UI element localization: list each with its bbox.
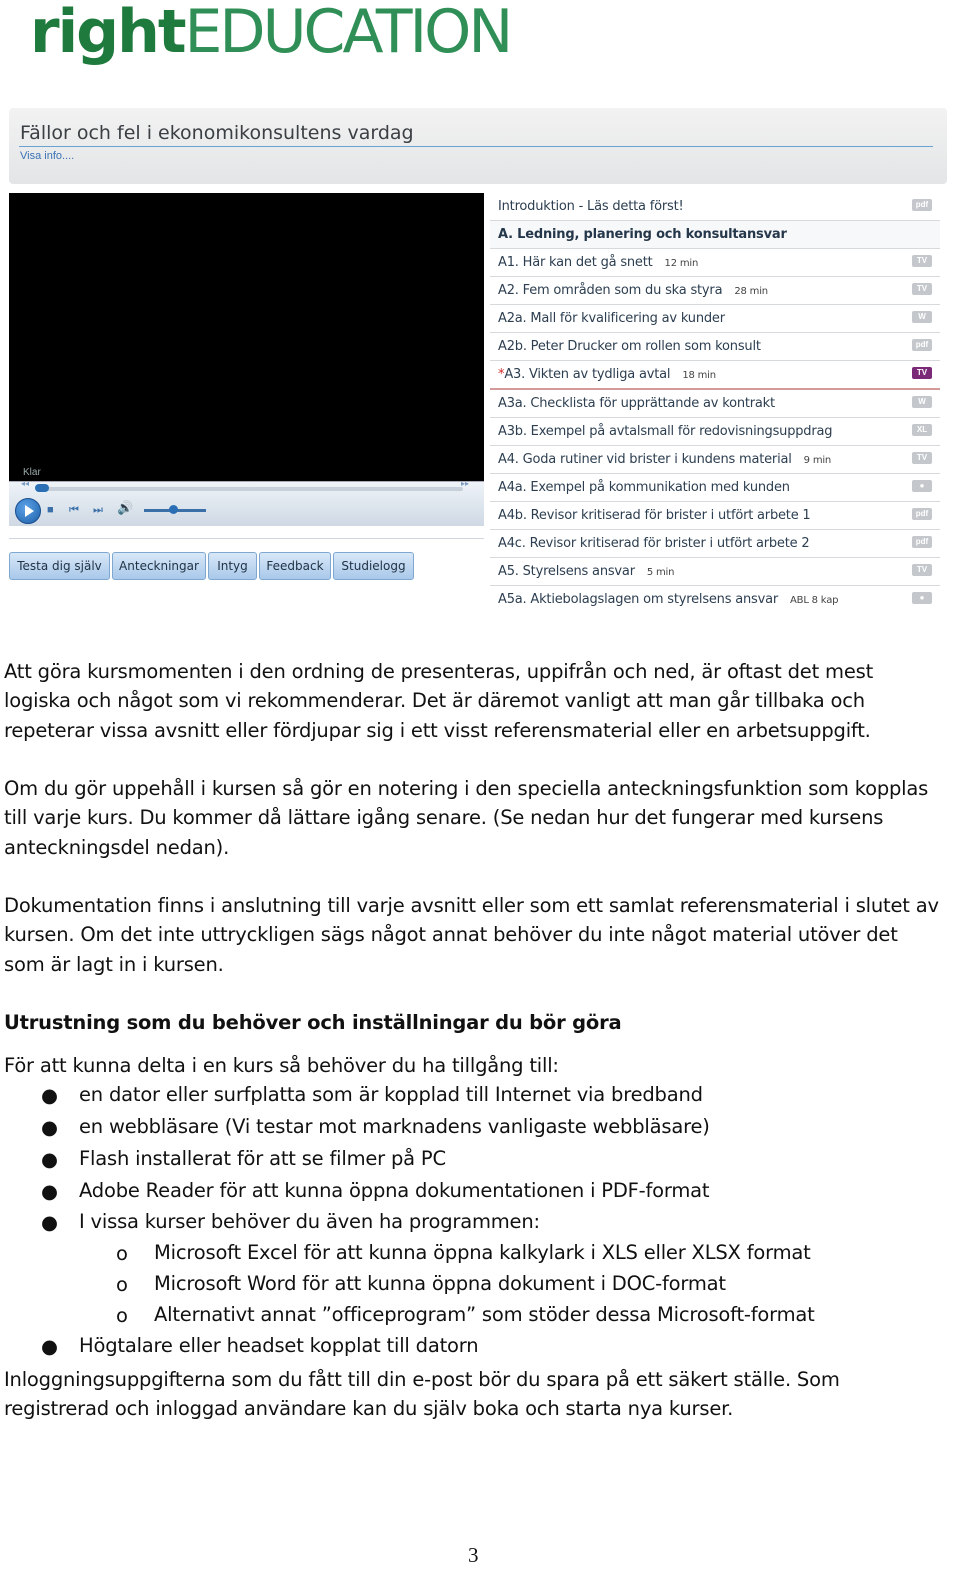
web-icon[interactable]: ● <box>912 480 932 492</box>
chapter-duration: 28 min <box>734 286 768 297</box>
pdf-icon[interactable]: pdf <box>912 508 932 520</box>
chapter-label: A5. Styrelsens ansvar <box>498 564 635 579</box>
chapter-label: A2a. Mall för kvalificering av kunder <box>498 311 725 326</box>
chapter-item[interactable] <box>490 249 940 277</box>
paragraph-order: Att göra kursmomenten i den ordning de presenteras, uppifrån och ned, är oftast det mest logiska och något som vi rekommenderar. Det är däremot vanligt att man går tillbaka och repeterar vissa avsnitt eller fördjupar sig i ett visst referensmaterial eller en arbetsuppgift. <box>4 660 874 742</box>
equipment-intro: För att kunna delta i en kurs så behöver du ha tillgång till: <box>4 1054 559 1077</box>
chapter-label: A4c. Revisor kritiserad för brister i utfört arbete 2 <box>498 536 810 551</box>
bullet-icon: ● <box>41 1148 59 1171</box>
chapter-duration: ABL 8 kap <box>790 595 839 606</box>
chapter-list <box>490 193 940 613</box>
bullet-icon: ● <box>41 1335 59 1358</box>
chapter-duration: 5 min <box>646 567 675 578</box>
chapter-label: A1. Här kan det gå snett <box>498 255 653 270</box>
next-icon[interactable]: ⏭ <box>93 504 103 516</box>
video-player[interactable] <box>9 193 484 525</box>
sub-bullet-icon: o <box>116 1273 128 1296</box>
tv-icon[interactable]: TV <box>912 452 932 464</box>
list-item: Adobe Reader för att kunna öppna dokumentationen i PDF-format <box>79 1179 710 1202</box>
paragraph-documentation: Dokumentation finns i anslutning till varje avsnitt eller som ett samlat referensmaterial i slutet av kursen. Om det inte uttryckligen sägs något annat behöver du inte något material utöver det som är lagt in i kursen. <box>4 894 939 976</box>
sub-list-item: Microsoft Word för att kunna öppna dokument i DOC-format <box>154 1272 726 1295</box>
web-icon[interactable]: ● <box>912 592 932 604</box>
chapter-duration: 12 min <box>664 258 699 269</box>
play-icon[interactable] <box>15 498 41 524</box>
player-controls <box>9 481 484 526</box>
section-heading: Utrustning som du behöver och inställningar du bör göra <box>4 1011 622 1034</box>
player-divider <box>9 538 484 539</box>
chapter-label: A. Ledning, planering och konsultansvar <box>498 227 787 242</box>
tab-studielogg[interactable]: Studielogg <box>333 552 414 580</box>
tab-intyg[interactable]: Intyg <box>208 552 257 580</box>
header-divider <box>19 146 933 147</box>
list-item: en dator eller surfplatta som är kopplad till Internet via bredband <box>79 1083 703 1106</box>
pdf-icon[interactable]: pdf <box>912 536 932 548</box>
previous-icon[interactable]: ⏮ <box>69 504 79 516</box>
chapter-item[interactable] <box>490 333 940 361</box>
chapter-label: A2b. Peter Drucker om rollen som konsult <box>498 339 761 354</box>
tv-icon[interactable]: TV <box>912 367 932 379</box>
chapter-item[interactable] <box>490 277 940 305</box>
chapter-label: A3. Vikten av tydliga avtal <box>504 367 671 382</box>
word-icon[interactable]: W <box>912 396 932 408</box>
stop-icon[interactable]: ■ <box>47 504 54 516</box>
chapter-label: A4. Goda rutiner vid brister i kundens material <box>498 452 792 467</box>
pdf-icon[interactable]: pdf <box>912 199 932 211</box>
page-number: 3 <box>468 1543 479 1567</box>
bullet-icon: ● <box>41 1116 59 1139</box>
chapter-item[interactable] <box>490 418 940 446</box>
chapter-duration: 9 min <box>803 455 832 466</box>
seek-forward-icon[interactable]: ▸▸ <box>461 479 470 488</box>
tv-icon[interactable]: TV <box>912 283 932 295</box>
show-info-link[interactable]: Visa info.... <box>20 150 75 162</box>
chapter-duration: 18 min <box>682 370 716 381</box>
chapter-label: A3b. Exempel på avtalsmall för redovisningsuppdrag <box>498 424 833 439</box>
volume-icon[interactable]: 🔊 <box>117 500 134 515</box>
list-item: Högtalare eller headset kopplat till datorn <box>79 1334 479 1357</box>
course-header <box>9 108 947 184</box>
tab-testa-dig-sjalv[interactable]: Testa dig själv <box>9 552 110 580</box>
chapter-item[interactable] <box>490 558 940 586</box>
bullet-icon: ● <box>41 1084 59 1107</box>
chapter-label: A5a. Aktiebolagslagen om styrelsens ansvar <box>498 592 779 607</box>
volume-knob[interactable] <box>169 505 178 514</box>
player-status: Klar <box>23 467 41 478</box>
sub-bullet-icon: o <box>116 1242 128 1265</box>
chapter-label: A4a. Exempel på kommunikation med kunden <box>498 480 790 495</box>
chapter-item[interactable] <box>490 586 940 613</box>
chapter-label: A2. Fem områden som du ska styra <box>498 283 723 298</box>
excel-icon[interactable]: XL <box>912 424 932 436</box>
seek-back-icon[interactable]: ◂◂ <box>21 479 30 488</box>
chapter-item[interactable] <box>490 305 940 333</box>
bullet-icon: ● <box>41 1211 59 1234</box>
progress-bar[interactable] <box>39 487 463 491</box>
logo-education: EDUCATION <box>184 0 511 67</box>
chapter-label: Introduktion - Läs detta först! <box>498 199 684 214</box>
chapter-item[interactable] <box>490 502 940 530</box>
sub-list-item: Microsoft Excel för att kunna öppna kalkylark i XLS eller XLSX format <box>154 1241 811 1264</box>
list-item: Flash installerat för att se filmer på PC <box>79 1147 446 1170</box>
course-title: Fällor och fel i ekonomikonsultens vardag <box>20 122 414 144</box>
sub-bullet-icon: o <box>116 1304 128 1327</box>
tab-feedback[interactable]: Feedback <box>259 552 331 580</box>
bullet-icon: ● <box>41 1180 59 1203</box>
current-marker: * <box>498 367 505 382</box>
pdf-icon[interactable]: pdf <box>912 339 932 351</box>
chapter-item[interactable] <box>490 193 940 221</box>
list-item: I vissa kurser behöver du även ha programmen: <box>79 1210 540 1233</box>
sub-list-item: Alternativt annat ”officeprogram” som stöder dessa Microsoft-format <box>154 1303 815 1326</box>
tab-anteckningar[interactable]: Anteckningar <box>112 552 206 580</box>
chapter-item[interactable] <box>490 390 940 418</box>
paragraph-notes: Om du gör uppehåll i kursen så gör en notering i den speciella anteckningsfunktion som kopplas till varje kurs. Du kommer då lättare igång senare. (Se nedan hur det fungerar med kursens anteckningsdel nedan). <box>4 777 929 859</box>
chapter-item-current[interactable] <box>490 361 940 390</box>
list-item: en webbläsare (Vi testar mot marknadens vanligaste webbläsare) <box>79 1115 710 1138</box>
paragraph-login: Inloggningsuppgifterna som du fått till din e-post bör du spara på ett säkert ställe. Som registrerad och inloggad användare kan du själv boka och starta nya kurser. <box>4 1368 840 1421</box>
logo-right: right <box>30 0 185 67</box>
progress-knob[interactable] <box>35 484 49 492</box>
chapter-label: A4b. Revisor kritiserad för brister i utfört arbete 1 <box>498 508 811 523</box>
chapter-label: A3a. Checklista för upprättande av kontrakt <box>498 396 775 411</box>
chapter-item[interactable] <box>490 530 940 558</box>
chapter-section[interactable] <box>490 221 940 249</box>
word-icon[interactable]: W <box>912 311 932 323</box>
tv-icon[interactable]: TV <box>912 564 932 576</box>
brand-logo <box>30 0 510 68</box>
tv-icon[interactable]: TV <box>912 255 932 267</box>
chapter-item[interactable] <box>490 446 940 474</box>
chapter-item[interactable] <box>490 474 940 502</box>
